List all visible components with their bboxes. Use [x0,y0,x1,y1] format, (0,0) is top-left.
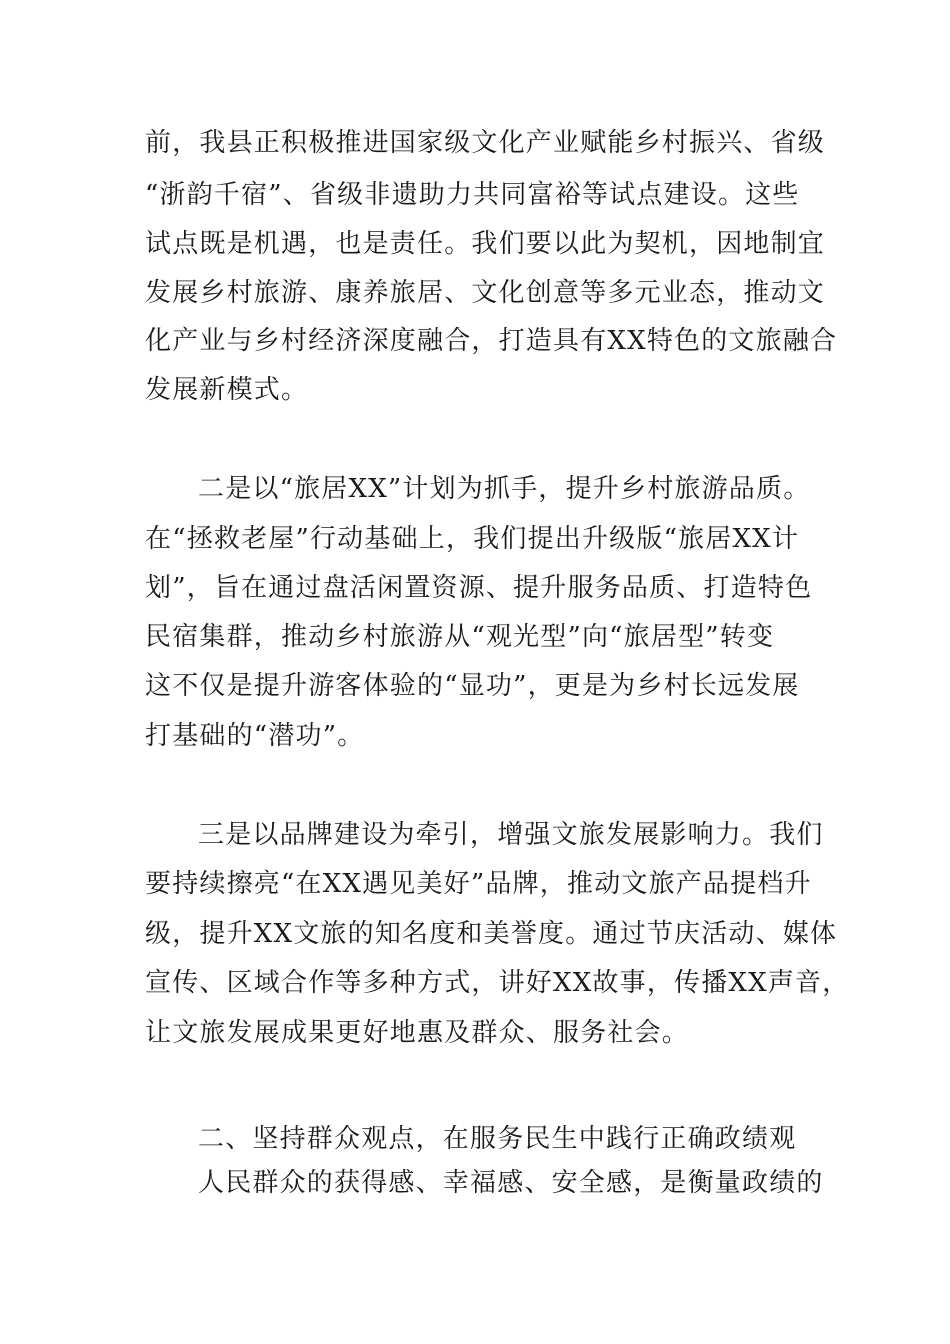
text-line: 试点既是机遇，也是责任。我们要以此为契机，因地制宜 [145,229,826,259]
text-line: 发展新模式。 [145,375,309,405]
paragraph-first-line: 二是以“旅居XX”计划为抓手，提升乡村旅游品质。 [198,474,811,504]
text-line: 民宿集群，推动乡村旅游从“观光型”向“旅居型”转变 [145,622,775,652]
text-line: “浙韵千宿”、省级非遗助力共同富裕等试点建设。这些 [145,180,800,210]
text-line: 打基础的“潜功”。 [145,721,365,751]
text-line: 要持续擦亮“在XX遇见美好”品牌，推动文旅产品提档升 [145,869,812,899]
text-line: 前，我县正积极推进国家级文化产业赋能乡村振兴、省级 [145,128,826,158]
paragraph-first-line: 人民群众的获得感、幸福感、安全感，是衡量政绩的 [198,1168,824,1198]
text-line: 宣传、区域合作等多种方式，讲好XX故事，传播XX声音， [145,968,850,998]
text-line: 这不仅是提升游客体验的“显功”，更是为乡村长远发展 [145,671,800,701]
text-line: 在“拯救老屋”行动基础上，我们提出升级版“旅居XX计 [145,524,800,554]
text-line: 化产业与乡村经济深度融合，打造具有XX特色的文旅融合 [145,326,838,356]
text-line: 发展乡村旅游、康养旅居、文化创意等多元业态，推动文 [145,278,826,308]
section-heading: 二、坚持群众观点，在服务民生中践行正确政绩观 [198,1124,797,1154]
paragraph-first-line: 三是以品牌建设为牵引，增强文旅发展影响力。我们 [198,820,824,850]
text-line: 让文旅发展成果更好地惠及群众、服务社会。 [145,1018,690,1048]
text-line: 划”，旨在通过盘活闲置资源、提升服务品质、打造特色 [145,573,813,603]
text-line: 级，提升XX文旅的知名度和美誉度。通过节庆活动、媒体 [145,919,838,949]
